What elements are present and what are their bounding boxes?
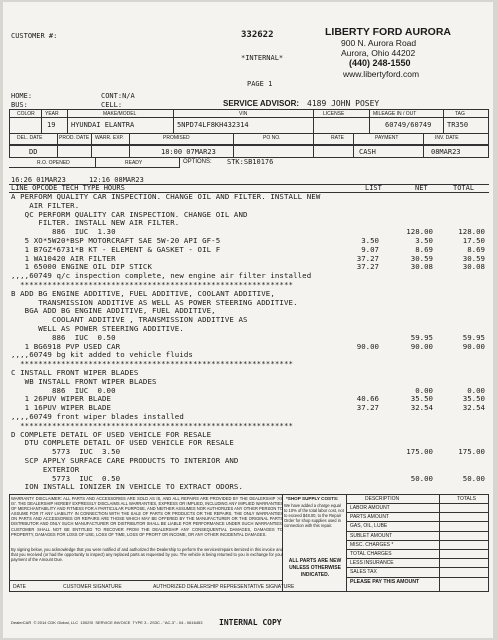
service-line-text: 1 16PUV WIPER BLADE	[11, 403, 112, 413]
service-line-net: 175.00	[406, 447, 433, 457]
ready-label: READY	[125, 160, 143, 166]
net-header: NET	[415, 184, 428, 192]
service-line-text: 886 IUC 0.00	[11, 385, 116, 395]
totals-row-label: SALES TAX	[350, 569, 377, 576]
service-line-net: 30.59	[410, 253, 433, 263]
totals-row-divider	[346, 531, 489, 532]
service-line-total: 30.08	[462, 262, 485, 272]
service-line-list: 90.00	[356, 341, 379, 351]
service-line-list: 9.07	[361, 244, 379, 254]
invoice-date-value: 08MAR23	[431, 148, 461, 156]
date-signature-label: DATE	[13, 584, 26, 590]
dates-row	[9, 145, 489, 158]
ro-opened-time: 16:26 01MAR23	[11, 176, 66, 184]
col-promised: PROMISED	[163, 135, 190, 141]
invoice-page	[3, 2, 493, 638]
service-line-text: EXTERIOR	[11, 464, 80, 474]
col-mileage: MILEAGE IN / OUT	[373, 111, 417, 117]
totals-row-label: SUBLET AMOUNT	[350, 532, 393, 539]
customer-number-label: CUSTOMER #:	[11, 32, 58, 40]
service-line-text: ION INSTALL IONIZER IN VEHICLE TO EXTRACT ODORS.	[11, 482, 244, 492]
col-vin: VIN	[239, 111, 248, 117]
col-prod-date: PROD. DATE	[59, 135, 90, 141]
total-header: TOTAL	[453, 184, 475, 192]
service-line-total: 128.00	[458, 227, 485, 237]
service-line-text: 1 BG6918 PVP USED CAR	[11, 341, 121, 351]
options-value: STK:SB10176	[227, 158, 274, 166]
service-line-total: 32.54	[462, 403, 485, 413]
customer-signature-label: CUSTOMER SIGNATURE	[63, 584, 122, 590]
col-po-no: PO NO.	[263, 135, 281, 141]
totals-row-label: LESS INSURANCE	[350, 560, 394, 567]
service-line-text: ************************************************************	[11, 420, 294, 430]
col-rate: RATE	[331, 135, 344, 141]
service-line-text: QC PERFORM QUALITY CAR INSPECTION. CHANGE OIL AND	[11, 209, 248, 219]
service-line-text: AIR FILTER.	[11, 200, 80, 210]
dealer-phone: (440) 248-1550	[349, 58, 411, 68]
service-line-total: 50.00	[462, 473, 485, 483]
service-line-text: 886 IUC 0.50	[11, 332, 116, 342]
service-advisor-label: SERVICE ADVISOR:	[223, 99, 300, 108]
service-line-total: 30.59	[462, 253, 485, 263]
list-header: LIST	[365, 184, 382, 192]
service-line-text: DTU COMPLETE DETAIL OF USED VEHICLE FOR RESALE	[11, 438, 234, 448]
service-line-text: A PERFORM QUALITY CAR INSPECTION. CHANGE OIL AND FILTER. INSTALL NEW	[11, 192, 321, 201]
promised-value: 18:00 07MAR23	[161, 148, 216, 156]
service-line-text: FILTER. INSTALL NEW AIR FILTER.	[11, 218, 180, 228]
totals-col-description: DESCRIPTION	[365, 496, 400, 502]
col-color: COLOR	[17, 111, 35, 117]
ro-opened-label: R.O. OPENED	[37, 160, 70, 166]
totals-col-totals: TOTALS	[457, 496, 476, 502]
col-inv-date: INV. DATE	[435, 135, 459, 141]
dealer-website: www.libertyford.com	[343, 69, 420, 79]
service-line-text: ,,,,60749 front wiper blades installed	[11, 412, 184, 421]
service-line-list: 37.27	[356, 253, 379, 263]
business-phone-label: BUS:	[11, 101, 28, 109]
service-line-net: 90.00	[410, 341, 433, 351]
service-line-list: 37.27	[356, 262, 379, 272]
service-line-text: TRANSMISSION ADDITIVE AS WELL AS POWER STEERING ADDITIVE.	[11, 297, 298, 307]
totals-row-divider	[346, 577, 489, 578]
dealer-signature-label: AUTHORIZED DEALERSHIP REPRESENTATIVE SIGNATURE	[153, 584, 295, 590]
service-line-text: 5 XO*5W20*BSP MOTORCRAFT SAE 5W-20 API GF-5	[11, 236, 221, 245]
service-line-text: SCP APPLY SURFACE CARE PRODUCTS TO INTERIOR AND	[11, 456, 239, 465]
vehicle-year: 19	[47, 121, 56, 129]
col-make-model: MAKE/MODEL	[103, 111, 137, 117]
all-parts-notice: ALL PARTS ARE NEW UNLESS OTHERWISE INDICATED.	[288, 558, 342, 578]
service-line-net: 128.00	[406, 227, 433, 237]
vehicle-tag: TR350	[447, 121, 469, 129]
payment-value: CASH	[359, 148, 376, 156]
contact-label: CONT:N/A	[101, 92, 135, 100]
totals-row-divider	[346, 540, 489, 541]
totals-row-divider	[346, 521, 489, 522]
service-line-text: 5773 IUC 0.50	[11, 473, 121, 483]
lines-header: LINE OPCODE TECH TYPE HOURS	[11, 184, 125, 192]
service-line-text: 1 WA10420 AIR FILTER	[11, 253, 116, 263]
shop-supply-title: *SHOP SUPPLY COSTS:	[286, 496, 339, 501]
service-line-net: 30.08	[410, 262, 433, 272]
cell-phone-label: CELL:	[101, 101, 123, 109]
totals-row-divider	[346, 567, 489, 568]
totals-row-divider	[346, 503, 489, 504]
service-line-text: ,,,,60749 q/c inspection complete, new engine air filter installed	[11, 271, 312, 281]
service-line-net: 35.50	[410, 394, 433, 404]
options-label: OPTIONS:	[183, 159, 212, 165]
service-line-net: 59.95	[410, 332, 433, 342]
service-line-text: WELL AS POWER STEERING ADDITIVE.	[11, 324, 184, 333]
del-date-value: DD	[29, 148, 38, 156]
col-tag: TAG	[455, 111, 465, 117]
service-line-net: 0.00	[415, 385, 433, 395]
home-phone-label: HOME:	[11, 92, 33, 100]
service-line-list: 37.27	[356, 403, 379, 413]
page-number: PAGE 1	[247, 80, 273, 88]
col-year: YEAR	[45, 111, 59, 117]
internal-tag: *INTERNAL*	[241, 54, 284, 62]
vehicle-make-model: HYUNDAI ELANTRA	[71, 121, 135, 129]
shop-supply-text: We have added a charge equal to 10% of the total labor cost, not to exceed $48.00, to the Repair Order for shop supplies used in connection with this repair.	[284, 503, 344, 529]
service-line-net: 32.54	[410, 403, 433, 413]
service-line-total: 0.00	[467, 385, 485, 395]
totals-row-label: PARTS AMOUNT	[350, 514, 389, 521]
vehicle-vin: 5NPD74LF8KH432314	[177, 121, 249, 129]
internal-copy-label: INTERNAL COPY	[219, 618, 282, 627]
service-line-text: D COMPLETE DETAIL OF USED VEHICLE FOR RESALE	[11, 429, 212, 439]
service-line-text: ************************************************************	[11, 280, 294, 289]
dealer-name: LIBERTY FORD AURORA	[325, 26, 451, 38]
totals-row-label: MISC. CHARGES *	[350, 541, 394, 548]
totals-row-label: GAS, OIL, LUBE	[350, 523, 388, 530]
warranty-disclaimer: WARRANTY DISCLAIMER: ALL PARTS AND ACCESSORIES ARE SOLD AS IS, AND ALL REPAIRS ARE PROVIDED BY THE DEALERSHIP 'AS IS'. THE DEALERSHIP HEREBY EXPRESSLY DISCLAIMS ALL WARRANTIES, EXPRESS OR IMPLIED, INCLUDING ANY IMPLIED WARRANTIES OF MERCHANTABILITY AND FITNESS FOR A PARTICULAR PURPOSE, AND NEITHER ASSUMES NOR AUTHORIZES ANY OTHER PERSON TO ASSUME FOR IT ANY LIABILITY IN CONNECTION WITH THE SALE OF PARTS OR PRODUCTS OR THE REPAIRS. THE ONLY WARRANTIES ON PARTS AND ACCESSORIES OR REPAIRS ARE THOSE WHICH MAY BE OFFERED BY THE MANUFACTURER OR THE ORIGINAL PARTS DISTRIBUTOR AND ONLY SUCH MANUFACTURER OR DISTRIBUTOR SHALL BE LIABLE FOR PERFORMANCE UNDER SUCH WARRANTIES. CUSTOMER SHALL NOT BE ENTITLED TO RECOVER FROM THE DEALERSHIP ANY CONSEQUENTIAL DAMAGES, DAMAGES TO PROPERTY, DAMAGES FOR LOSS OF USE, LOSS OF TIME, LOSS OF PROFIT OR INCOME, OR ANY OTHER INCIDENTAL DAMAGES.	[11, 496, 283, 537]
service-line-total: 59.95	[462, 332, 485, 342]
totals-row-divider	[346, 549, 489, 550]
service-line-text: 5773 IUC 3.50	[11, 447, 121, 457]
service-line-text: 886 IUC 1.30	[11, 227, 116, 237]
service-line-text: 1 26PUV WIPER BLADE	[11, 394, 112, 404]
totals-row-label: TOTAL CHARGES	[350, 551, 392, 557]
totals-row-divider	[346, 558, 489, 559]
service-line-text: 1 65000 ENGINE OIL DIP STICK	[11, 262, 153, 272]
totals-row-label: PLEASE PAY THIS AMOUNT	[350, 578, 420, 585]
service-line-net: 8.69	[415, 244, 433, 254]
signing-acknowledgement: By signing below, you acknowledge that you were notified of and authorized the Dealership to perform the services/repairs itemized in this invoice and that you received (or had the opportunity to inspect) any replaced parts as requested by you. The vehicle is being returned to you in exchange for your payment of the Amount Due.	[11, 547, 283, 563]
dealer-address-line2: Aurora, Ohio 44202	[341, 48, 416, 58]
service-line-text: COOLANT ADDITIVE , TRANSMISSION ADDITIVE AS	[11, 315, 248, 325]
vehicle-mileage: 60749/60749	[385, 121, 432, 129]
service-line-text: B ADD BG ENGINE ADDITIVE, FUEL ADDITIVE, COOLANT ADDITIVE,	[11, 288, 275, 298]
service-line-total: 90.00	[462, 341, 485, 351]
service-line-text: ,,,,60749 bg kit added to vehicle fluids	[11, 350, 193, 360]
service-line-total: 35.50	[462, 394, 485, 404]
col-payment: PAYMENT	[375, 135, 399, 141]
service-line-total: 17.50	[462, 236, 485, 245]
service-line-text: ************************************************************	[11, 359, 294, 369]
invoice-number: 332622	[241, 30, 274, 40]
col-del-date: DEL. DATE	[17, 135, 43, 141]
col-warr-exp: WARR. EXP.	[95, 135, 124, 141]
service-line-total: 8.69	[467, 244, 485, 254]
service-line-text: WB INSTALL FRONT WIPER BLADES	[11, 376, 157, 386]
totals-row-label: LABOR AMOUNT	[350, 505, 390, 511]
dealer-address-line1: 900 N. Aurora Road	[341, 38, 417, 48]
service-line-text: 1 B7GZ*6731*B KT - ELEMENT & GASKET - OIL F	[11, 244, 221, 254]
service-line-list: 40.66	[356, 394, 379, 404]
form-footer-note: DealerCAR © 2014 CDK Global, LLC 1502SI SERVICE INVOICE TYPE 3 - 2S3C - "AC-3" - 04 - 0616453	[11, 620, 203, 625]
service-line-net: 50.00	[410, 473, 433, 483]
service-line-text: BGA ADD BG ENGINE ADDITIVE, FUEL ADDITIVE,	[11, 306, 216, 316]
ready-time: 12:16 08MAR23	[89, 176, 144, 184]
totals-row-divider	[346, 512, 489, 513]
service-line-total: 175.00	[458, 447, 485, 457]
service-line-text: C INSTALL FRONT WIPER BLADES	[11, 368, 139, 377]
service-advisor-value: 4189 JOHN POSEY	[307, 99, 380, 108]
service-line-net: 3.50	[415, 236, 433, 245]
col-license: LICENSE	[323, 111, 345, 117]
service-line-list: 3.50	[361, 236, 379, 245]
